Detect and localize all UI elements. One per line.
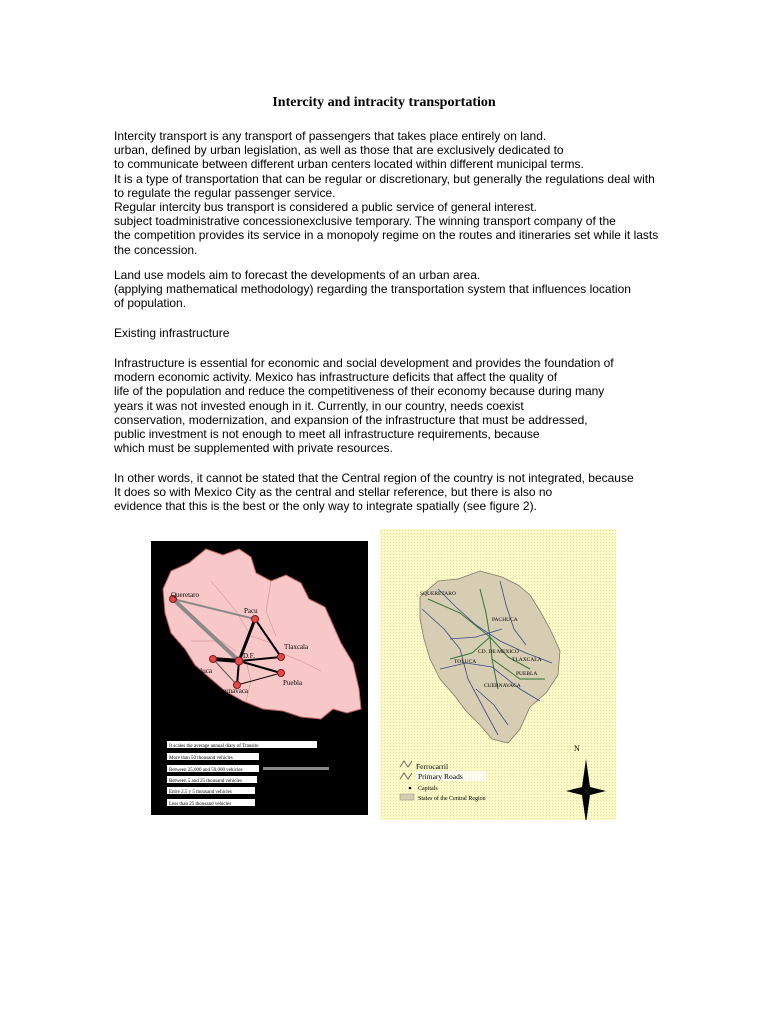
text-line: to communicate between different urban centers located within different municipal terms. (114, 157, 584, 172)
label-tlaxcala: TLAXCALA (512, 657, 542, 663)
label-puebla: Puebla (283, 679, 303, 687)
text-line: (applying mathematical methodology) regarding the transportation system that influences location (114, 282, 631, 297)
label-queretaro: SQUERETARO (420, 591, 456, 597)
legend-item: Ferrocarril (416, 762, 449, 771)
legend-item: Entre 2.5 y 5 thousand vehicles (169, 790, 232, 795)
node-puebla (278, 670, 285, 677)
text-line: life of the population and reduce the competitiveness of their economy because during many (114, 384, 605, 399)
traffic-map-figure (151, 541, 368, 815)
text-line: It does so with Mexico City as the central and stellar reference, but there is also no (114, 485, 553, 500)
traffic-map (151, 541, 368, 815)
label-mexico: CD. DE MEXICO (478, 649, 519, 655)
text-line: Infrastructure is essential for economic and social development and provides the foundation of (114, 356, 614, 370)
text-line: evidence that this is the best or the only way to integrate spatially (see figure 2). (114, 499, 537, 514)
central-region-shape (163, 549, 361, 719)
text-line: of population. (114, 296, 187, 311)
legend-item: Primary Roads (418, 772, 463, 781)
node-toluca (210, 656, 217, 663)
paragraph-land-use (114, 268, 656, 311)
text-line: the concession. (114, 242, 198, 257)
text-line: Intercity transport is any transport of passengers that takes place entirely on land. (114, 129, 547, 143)
page-title: Intercity and intracity transportation (272, 95, 496, 110)
paragraph-infrastructure (114, 356, 656, 455)
section-heading-infrastructure (114, 326, 656, 340)
north-label: N (574, 744, 580, 753)
text-line: years it was not invested enough in it. Currently, in our country, needs coexist (114, 398, 524, 413)
label-pachuca: PACHUCA (492, 617, 518, 623)
label-toluca: TOLUCA (454, 659, 477, 665)
text-line: In other words, it cannot be stated that the Central region of the country is not integrated, because (114, 471, 634, 485)
node-mexico (235, 657, 243, 665)
text-line: Existing infrastructure (114, 326, 230, 340)
text-line: the competition provides its service in a monopoly regime on the routes and itineraries set while it lasts (114, 228, 659, 243)
legend-item: Less than 25 thousand vehicles (169, 802, 232, 807)
rail-road-map-figure (380, 529, 616, 820)
paragraph-intercity-transport (114, 129, 659, 257)
rail-road-map (380, 529, 616, 820)
label-cuernavaca: CUERNAVACA (484, 683, 521, 689)
text-line: urban, defined by urban legislation, as well as those that are exclusively dedicated to (114, 143, 564, 158)
label-toluca: Toluca (193, 667, 212, 675)
label-puebla: PUEBLA (516, 671, 538, 677)
text-line: public investment is not enough to meet all infrastructure requirements, because (114, 427, 540, 442)
text-line: which must be supplemented with private resources. (114, 441, 393, 456)
legend-item: Between 5 and 25 thousand vehicles (169, 779, 242, 784)
text-line: Land use models aim to forecast the developments of an urban area. (114, 268, 481, 282)
legend-item: States of the Central Region (418, 796, 486, 802)
paragraph-central-region (114, 471, 656, 514)
text-line: subject toadministrative concessionexclusive temporary. The winning transport company of the (114, 214, 616, 229)
text-line: to regulate the regular passenger service. (114, 185, 336, 200)
traffic-legend (167, 741, 329, 807)
node-pachuca (252, 616, 259, 623)
label-cuernavaca: Cuernavaca (215, 687, 249, 695)
legend-item: Between 25,000 and 50,000 vehicles (169, 768, 243, 773)
label-tlaxcala: Tlaxcala (284, 643, 309, 651)
text-line: Regular intercity bus transport is considered a public service of general interest. (114, 200, 537, 215)
label-mexico: D.F. (243, 652, 255, 660)
node-tlaxcala (278, 654, 285, 661)
text-line: modern economic activity. Mexico has infrastructure deficits that affect the quality of (114, 370, 558, 385)
label-queretaro: Queretaro (171, 591, 199, 599)
label-pachuca: Pacu (244, 607, 258, 615)
legend-title: It scales the average annual diary of Transito (169, 744, 259, 749)
legend-item: Capitals (418, 786, 438, 792)
text-line: It is a type of transportation that can be regular or discretionary, but generally the regulations deal with (114, 171, 655, 186)
legend-item: More than 50 thousand vehicles (169, 756, 233, 761)
text-line: conservation, modernization, and expansion of the infrastructure that must be addressed, (114, 412, 588, 427)
